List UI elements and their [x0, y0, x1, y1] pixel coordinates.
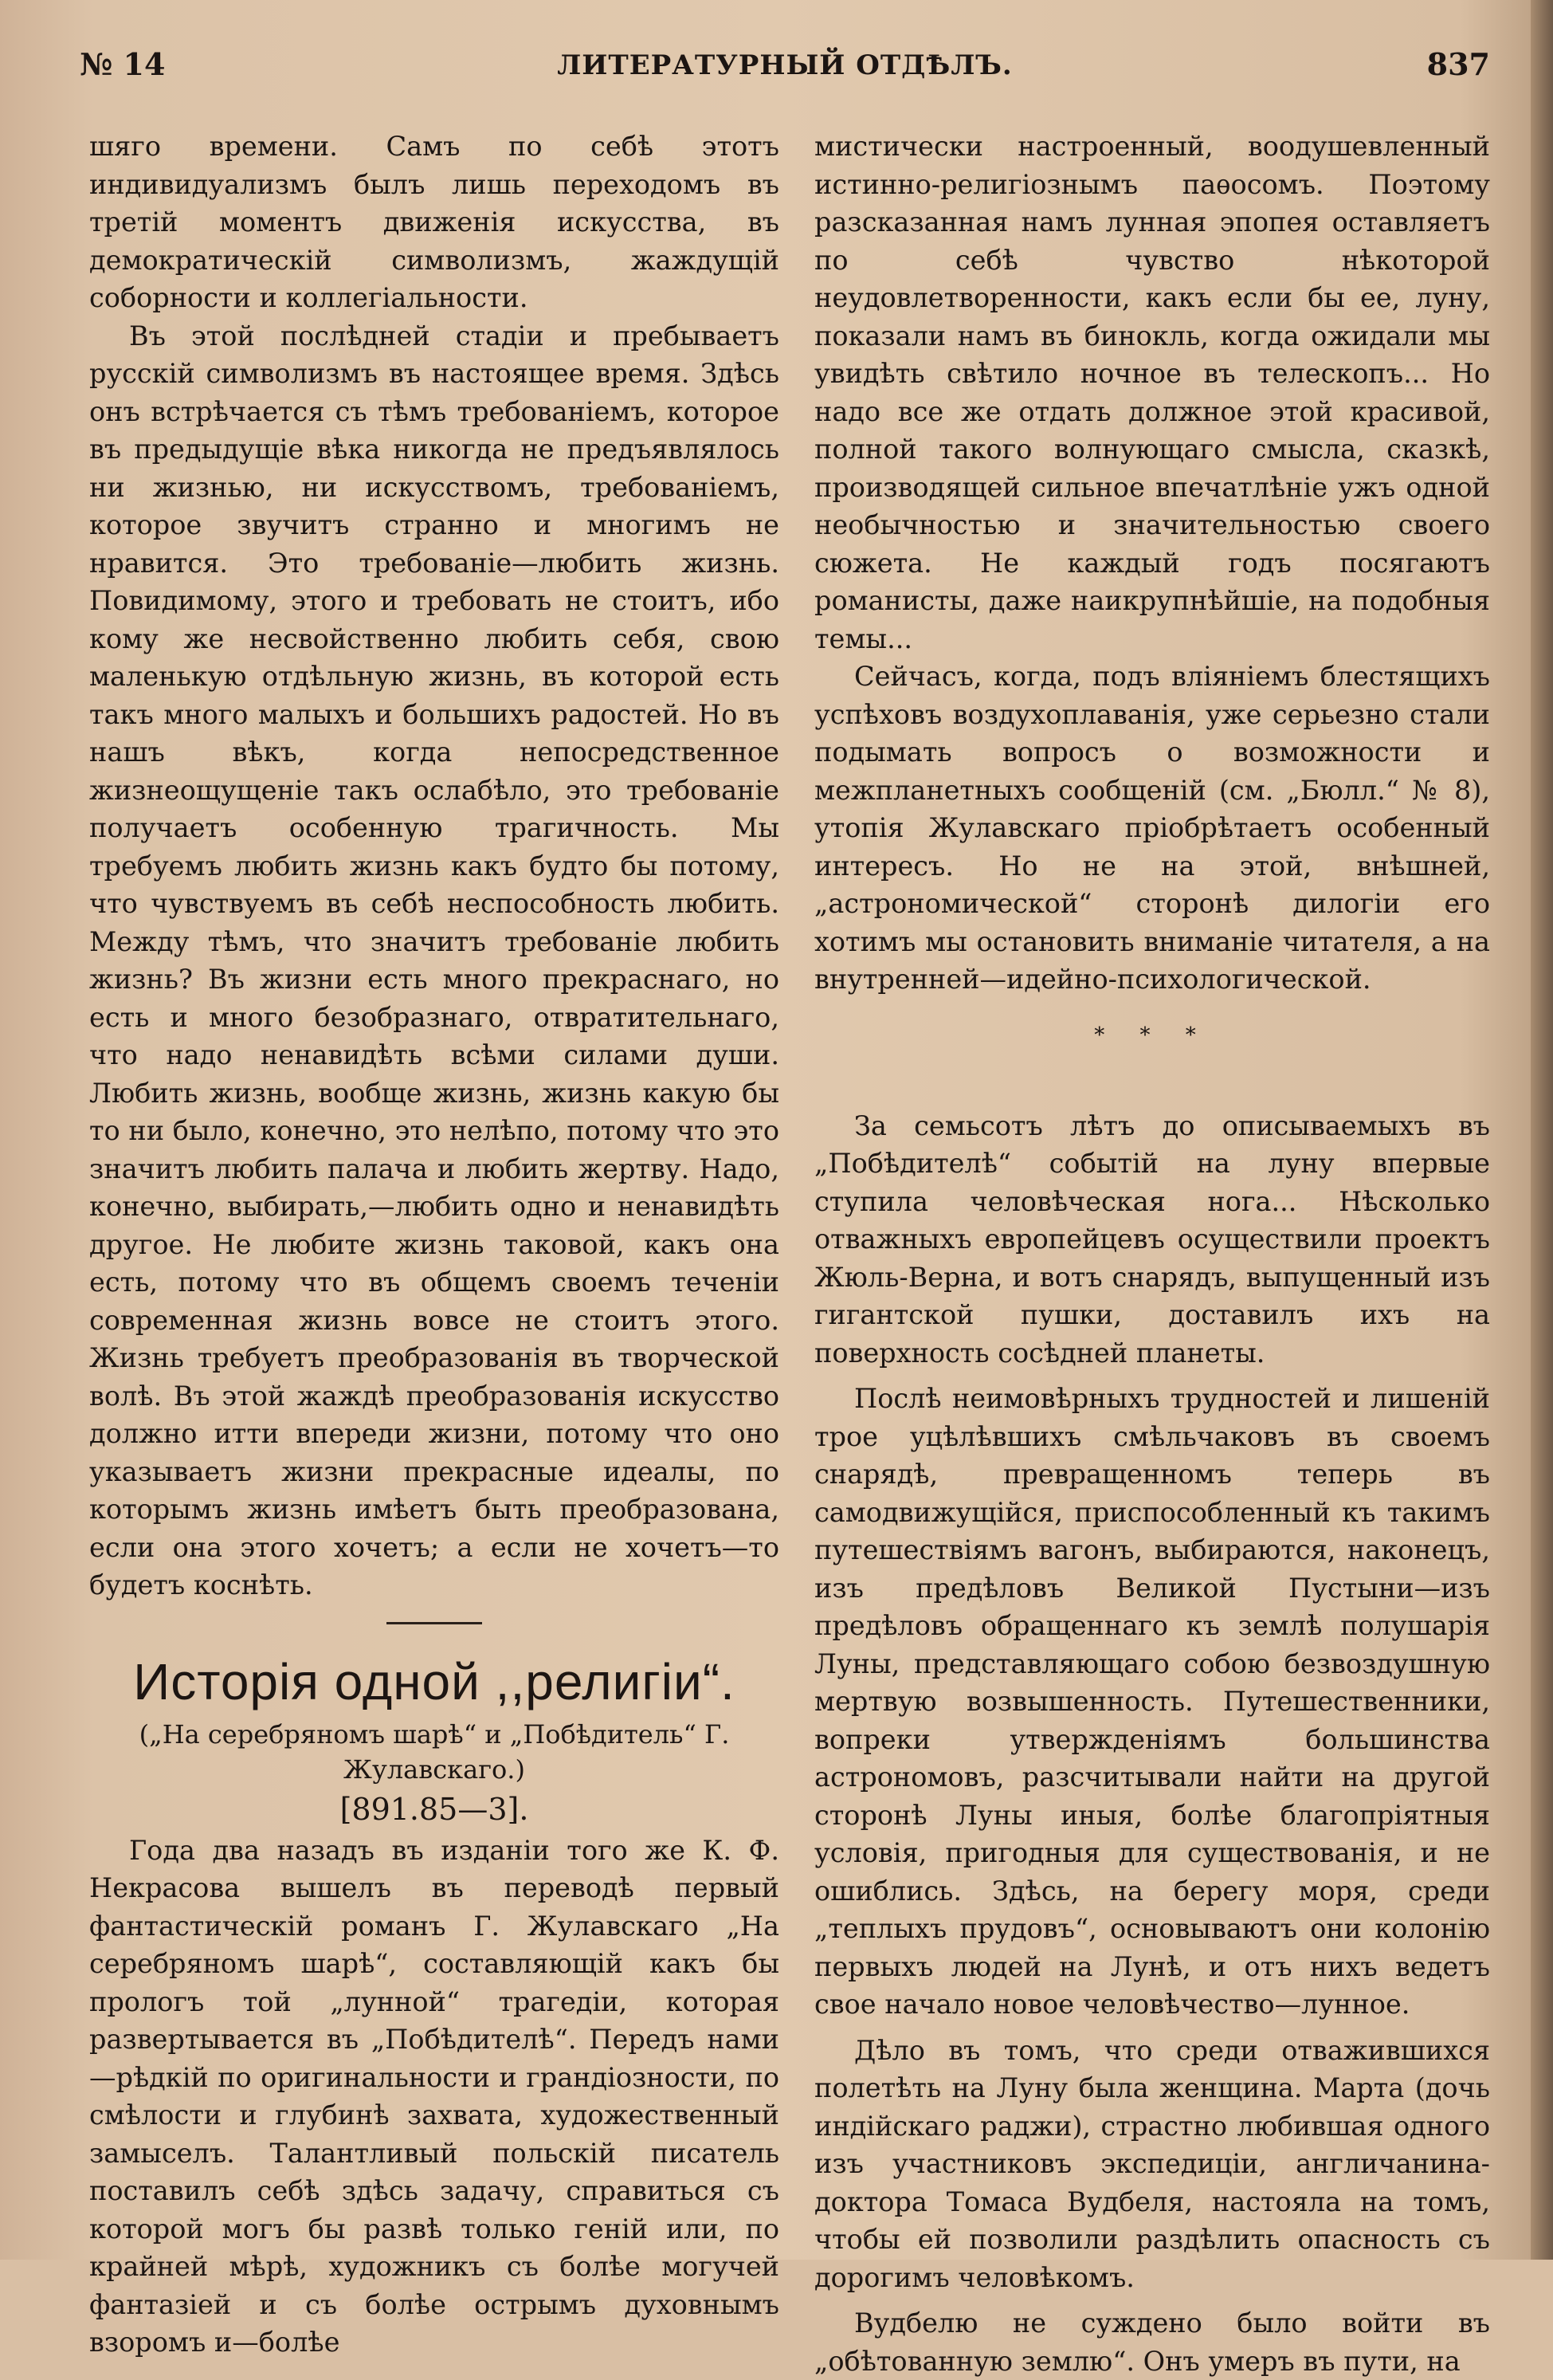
classification-code: [891.85—3].: [339, 1791, 529, 1827]
paragraph: Сейчасъ, когда, подъ вліяніемъ блестящихъ успѣховъ воздухоплаванія, уже серьезно стали подымать вопросъ о возможности и межпланетныхъ сообщеній (см. „Бюлл.“ № 8), утопія Жулавскаго пріобрѣтаетъ особенный интересъ. Но не на этой, внѣшней, „астрономической“ сторонѣ дилогіи его хотимъ мы остановить вниманіе читателя, а на внутренней—идейно-психологической.: [814, 661, 1490, 995]
paragraph: шяго времени. Самъ по себѣ этотъ индивидуализмъ былъ лишь переходомъ въ третій моментъ движенія искусства, въ демократическій символизмъ, жаждущій соборности и коллегіальности.: [89, 131, 779, 313]
section-title: ЛИТЕРАТУРНЫЙ ОТДѢЛЪ.: [557, 49, 1013, 81]
paragraph: мистически настроенный, воодушевленный истинно-религіознымъ паѳосомъ. Поэтому разсказанная намъ лунная эпопея оставляетъ по себѣ чувство нѣкоторой неудовлетворенности, какъ если бы ее, луну, показали намъ въ бинокль, когда ожидали мы увидѣть свѣтило ночное въ телескопъ... Но надо все же отдать должное этой красивой, полной такого волнующаго смысла, сказкѣ, производящей сильное впечатлѣніе ужъ одной необычностью и значительностью своего сюжета. Не каждый годъ посягаютъ романисты, даже наикрупнѣйшіе, на подобныя темы...: [814, 131, 1490, 654]
paragraph: Дѣло въ томъ, что среди отважившихся полетѣть на Луну была женщина. Марта (дочь индійскаго раджи), страстно любившая одного изъ участниковъ экспедиціи, англичанина-доктора Томаса Вудбеля, настояла на томъ, чтобы ей позволили раздѣлить опасность съ дорогимъ человѣкомъ.: [814, 2034, 1490, 2293]
article-title: Исторія одной ,,религіи“.: [133, 1652, 735, 1710]
left-column: [89, 128, 779, 2362]
running-header: [80, 46, 1490, 94]
page-number: 837: [1426, 46, 1490, 82]
right-column: [814, 128, 1490, 2380]
paragraph: Въ этой послѣдней стадіи и пребываетъ русскій символизмъ въ настоящее время. Здѣсь онъ встрѣчается съ тѣмъ требованіемъ, которое въ предыдущіе вѣка никогда не предъявлялось ни жизнью, ни искусствомъ, требованіемъ, которое звучитъ странно и многимъ не нравится. Это требованіе—любить жизнь. Повидимому, этого и требовать не стоитъ, ибо кому же несвойственно любить себя, свою маленькую отдѣльную жизнь, въ которой есть такъ много малыхъ и большихъ радостей. Но въ нашъ вѣкъ, когда непосредственное жизнеощущеніе такъ ослабѣло, это требованіе получаетъ особенную трагичность. Мы требуемъ любить жизнь какъ будто бы потому, что чувствуемъ въ себѣ неспособность любить. Между тѣмъ, что значитъ требованіе любить жизнь? Въ жизни есть много прекраснаго, но есть и много безобразнаго, отвратительнаго, что надо ненавидѣть всѣми силами души. Любить жизнь, вообще жизнь, жизнь какую бы то ни было, конечно, это нелѣпо, потому что это значитъ любить палача и любить жертву. Надо, конечно, выбирать,—любить одно и ненавидѣть другое. Не любите жизнь таковой, какъ она есть, потому что въ общемъ своемъ теченіи современная жизнь вовсе не стоитъ этого. Жизнь требуетъ преобразованія въ творческой волѣ. Въ этой жаждѣ преобразованія искусство должно итти впереди жизни, потому что оно указываетъ жизни прекрасные идеалы, по которымъ жизнь имѣетъ быть преобразована, если она этого хочетъ; а если не хочетъ—то будетъ коснѣть.: [89, 320, 779, 1600]
paragraph: За семьсотъ лѣтъ до описываемыхъ въ „Побѣдителѣ“ событій на луну впервые ступила человѣческая нога... Нѣсколько отважныхъ европейцевъ осуществили проектъ Жюль-Верна, и вотъ снарядъ, выпущенный изъ гигантской пушки, доставилъ ихъ на поверхность сосѣдней планеты.: [814, 1109, 1490, 1369]
section-break-asterisks: * * *: [1094, 1023, 1210, 1047]
paragraph: Послѣ неимовѣрныхъ трудностей и лишеній трое уцѣлѣвшихъ смѣльчаковъ въ своемъ снарядѣ, превращенномъ теперь въ самодвижущійся, приспособленный къ такимъ путешествіямъ вагонъ, выбираются, наконецъ, изъ предѣловъ Великой Пустыни—изъ предѣловъ обращеннаго къ землѣ полушарія Луны, представляющаго собою безвоздушную мертвую возвышенность. Путешественники, вопреки утвержденіямъ большинства астрономовъ, разсчитывали найти на другой сторонѣ Луны иныя, болѣе благопріятныя условія, пригодныя для существованія, и не ошиблись. Здѣсь, на берегу моря, среди „теплыхъ прудовъ“, основываютъ они колонію первыхъ людей на Лунѣ, и отъ нихъ ведетъ свое начало новое человѣчество—лунное.: [814, 1383, 1490, 2020]
issue-number: № 14: [80, 46, 166, 82]
paragraph: Вудбелю не суждено было войти въ „обѣтованную землю“. Онъ умеръ въ пути, на: [814, 2307, 1490, 2377]
paragraph: Года два назадъ въ изданіи того же К. Ф. Некрасова вышелъ въ переводѣ первый фантастическій романъ Г. Жулавскаго „На серебряномъ шарѣ“, составляющій какъ бы прологъ той „лунной“ трагедіи, которая развертывается въ „Побѣдителѣ“. Передъ нами—рѣдкій по оригинальности и грандіозности, по смѣлости и глубинѣ захвата, художественный замыселъ. Талантливый польскій писатель поставилъ себѣ здѣсь задачу, справиться съ которой могъ бы развѣ только геній или, по крайней мѣрѣ, художникъ съ болѣе могучей фантазіей и съ болѣе острымъ духовнымъ взоромъ и—болѣе: [89, 1834, 779, 2358]
article-subtitle: („На серебряномъ шарѣ“ и „Побѣдитель“ Г. Жулавскаго.): [139, 1718, 730, 1785]
section-divider: [386, 1622, 482, 1624]
page-binding-edge: [1531, 0, 1553, 2260]
